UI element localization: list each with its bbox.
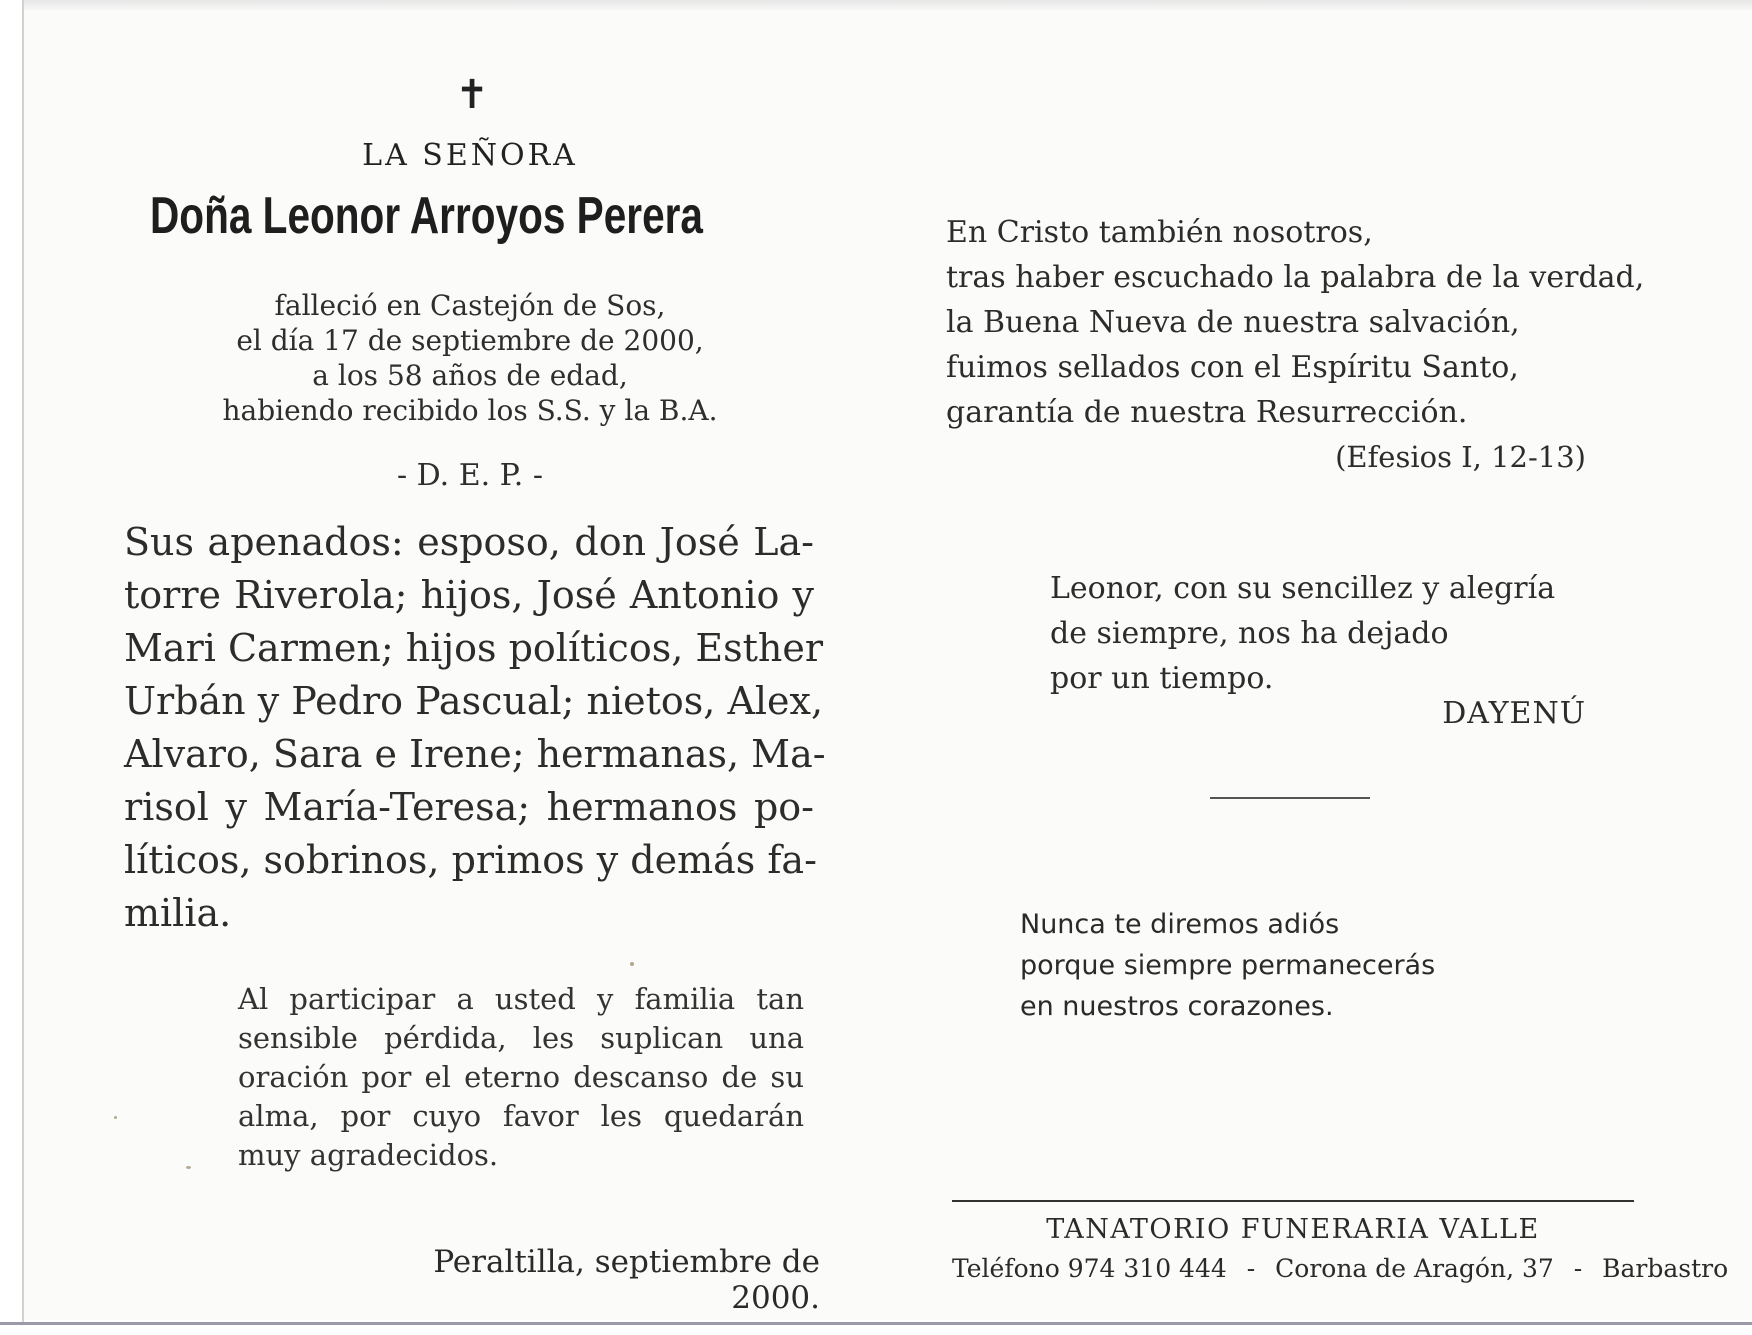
- poem-line: de siempre, nos ha dejado: [1050, 616, 1449, 651]
- separator: -: [1573, 1254, 1583, 1283]
- paper-speck: [630, 962, 634, 966]
- death-info: [150, 288, 790, 428]
- mourners-line: Urbán y Pedro Pascual; nietos, Alex,: [124, 679, 824, 723]
- dep-inscription: - D. E. P. -: [396, 458, 543, 493]
- funeral-home-contact: [952, 1254, 1729, 1283]
- death-info-line: el día 17 de septiembre de 2000,: [236, 324, 704, 357]
- mourners-line: Alvaro, Sara e Irene; hermanas, Ma-: [124, 732, 826, 776]
- mourners-paragraph: [124, 516, 826, 940]
- paper-speck: [114, 1116, 117, 1119]
- verse-line: fuimos sellados con el Espíritu Santo,: [946, 350, 1519, 385]
- mourners-line: Mari Carmen; hijos políticos, Esther: [124, 626, 823, 670]
- deceased-name: Doña Leonor Arroyos Perera: [150, 187, 703, 245]
- verse-line: En Cristo también nosotros,: [946, 215, 1373, 250]
- verse-line: garantía de nuestra Resurrección.: [946, 395, 1468, 430]
- request-line: Al participar a usted y familia tan: [238, 982, 804, 1016]
- poem-line: por un tiempo.: [1050, 661, 1274, 696]
- verse-line: tras haber escuchado la palabra de la verdad,: [946, 260, 1645, 295]
- divider: [1210, 797, 1370, 799]
- death-info-line: falleció en Castejón de Sos,: [274, 289, 666, 322]
- card-bottom-edge: [0, 1322, 1752, 1335]
- footer-divider: [952, 1200, 1634, 1202]
- verse-line: la Buena Nueva de nuestra salvación,: [946, 305, 1520, 340]
- mourners-line: líticos, sobrinos, primos y demás fa-: [124, 838, 817, 882]
- request-line: sensible pérdida, les suplican una: [238, 1021, 804, 1055]
- card-left-edge: [0, 0, 24, 1332]
- prayer-request-paragraph: [238, 980, 804, 1175]
- deceased-title: LA SEÑORA: [362, 138, 578, 173]
- farewell-line: porque siempre permanecerás: [1020, 950, 1436, 981]
- separator: -: [1246, 1254, 1256, 1283]
- mourners-line: Sus apenados: esposo, don José La-: [124, 520, 814, 564]
- funeral-home-address: Corona de Aragón, 37: [1275, 1254, 1554, 1283]
- farewell-line: Nunca te diremos adiós: [1020, 909, 1340, 940]
- place-date: Peraltilla, septiembre de 2000.: [433, 1244, 820, 1316]
- bible-verse: [946, 210, 1646, 435]
- funeral-home-city: Barbastro: [1602, 1254, 1729, 1283]
- tribute-poem: [1050, 566, 1610, 701]
- mourners-line: risol y María-Teresa; hermanos po-: [124, 785, 814, 829]
- poem-signature: DAYENÚ: [1442, 696, 1586, 731]
- cross-icon: ✝: [455, 72, 489, 118]
- death-info-line: a los 58 años de edad,: [312, 359, 628, 392]
- mourners-line: torre Riverola; hijos, José Antonio y: [124, 573, 814, 617]
- farewell-message: [1020, 904, 1560, 1027]
- mourners-line: milia.: [124, 891, 232, 935]
- paper-speck: [186, 1166, 191, 1169]
- farewell-line: en nuestros corazones.: [1020, 991, 1334, 1022]
- request-line: oración por el eterno descanso de su: [238, 1060, 804, 1094]
- verse-reference: (Efesios I, 12-13): [1335, 440, 1586, 474]
- death-info-line: habiendo recibido los S.S. y la B.A.: [222, 394, 718, 427]
- funeral-home-phone: Teléfono 974 310 444: [952, 1254, 1227, 1283]
- request-line: muy agradecidos.: [238, 1138, 499, 1172]
- request-line: alma, por cuyo favor les quedarán: [238, 1099, 804, 1133]
- funeral-home-name: TANATORIO FUNERARIA VALLE: [1046, 1214, 1540, 1245]
- poem-line: Leonor, con su sencillez y alegría: [1050, 571, 1556, 606]
